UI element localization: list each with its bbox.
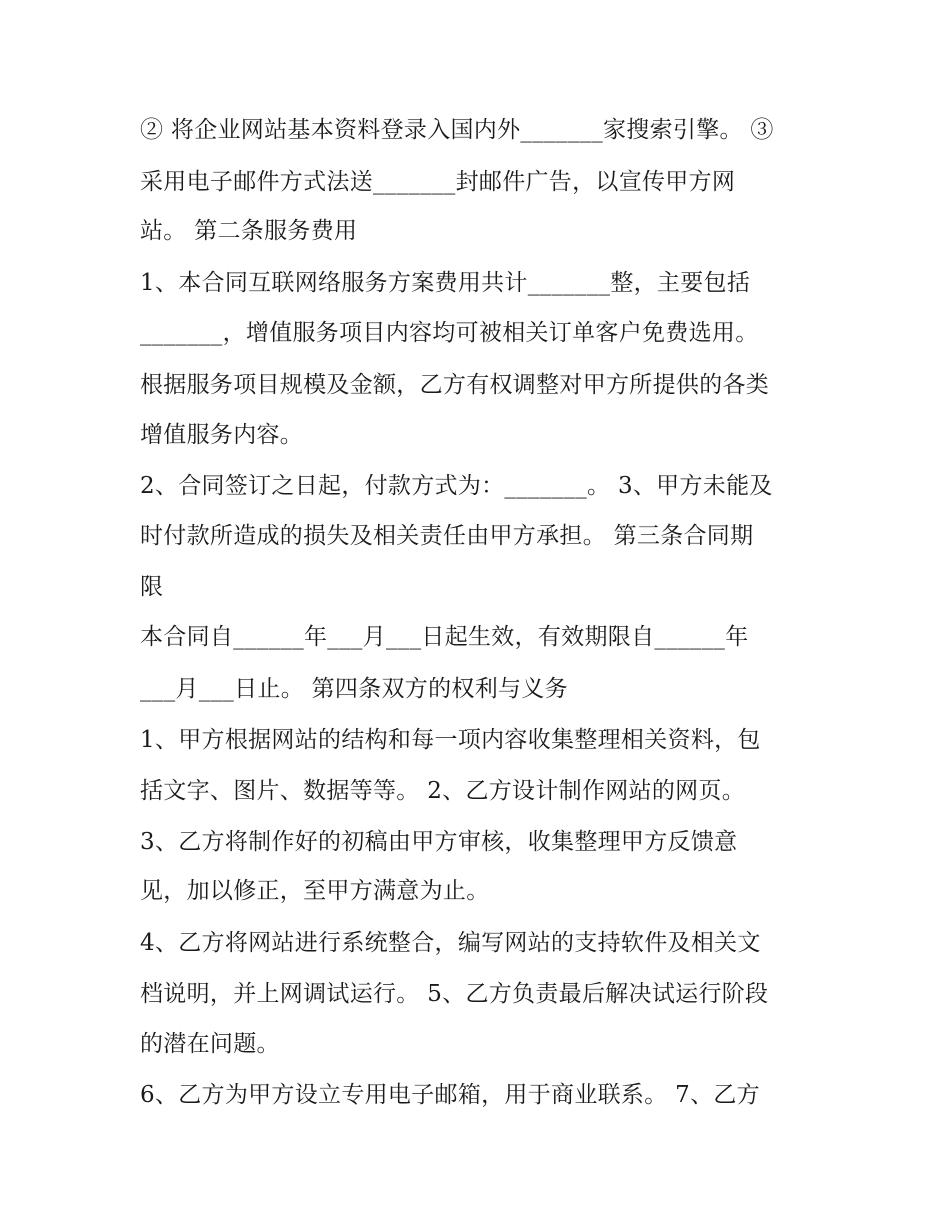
text-line: 1、甲方根据网站的结构和每一项内容收集整理相关资料，包 xyxy=(140,727,761,753)
text-line: 4、乙方将网站进行系统整合，编写网站的支持软件及相关文 xyxy=(140,930,761,956)
text-line: 本合同自______年___月___日起生效，有效期限自______年 xyxy=(140,624,749,650)
text-line: 见，加以修正，至甲方满意为止。 xyxy=(140,878,490,904)
text-line: 3、乙方将制作好的初稿由甲方审核，收集整理甲方反馈意 xyxy=(140,829,738,855)
text-line: 根据服务项目规模及金额，乙方有权调整对甲方所提供的各类 xyxy=(140,372,770,398)
text-line: 档说明，并上网调试运行。 5、乙方负责最后解决试运行阶段 xyxy=(140,981,769,1007)
text-line: _______，增值服务项目内容均可被相关订单客户免费选用。 xyxy=(140,320,759,346)
text-line: ② 将企业网站基本资料登录入国内外_______家搜索引擎。 ③ xyxy=(140,117,774,143)
text-line: 站。 第二条服务费用 xyxy=(140,218,358,244)
text-line: 2、合同签订之日起，付款方式为：_______。 3、甲方未能及 xyxy=(140,473,773,499)
text-line: 采用电子邮件方式法送_______封邮件广告，以宣传甲方网 xyxy=(140,169,736,195)
text-line: ___月___日止。 第四条双方的权利与义务 xyxy=(140,676,568,702)
text-line: 括文字、图片、数据等等。 2、乙方设计制作网站的网页。 xyxy=(140,778,746,804)
text-line: 1、本合同互联网络服务方案费用共计_______整，主要包括 xyxy=(140,270,751,296)
text-line: 6、乙方为甲方设立专用电子邮箱，用于商业联系。 7、乙方 xyxy=(140,1082,760,1108)
text-line: 限 xyxy=(140,574,164,600)
text-line: 增值服务内容。 xyxy=(140,422,304,448)
text-line: 的潜在问题。 xyxy=(140,1031,280,1057)
text-line: 时付款所造成的损失及相关责任由甲方承担。 第三条合同期 xyxy=(140,523,754,549)
